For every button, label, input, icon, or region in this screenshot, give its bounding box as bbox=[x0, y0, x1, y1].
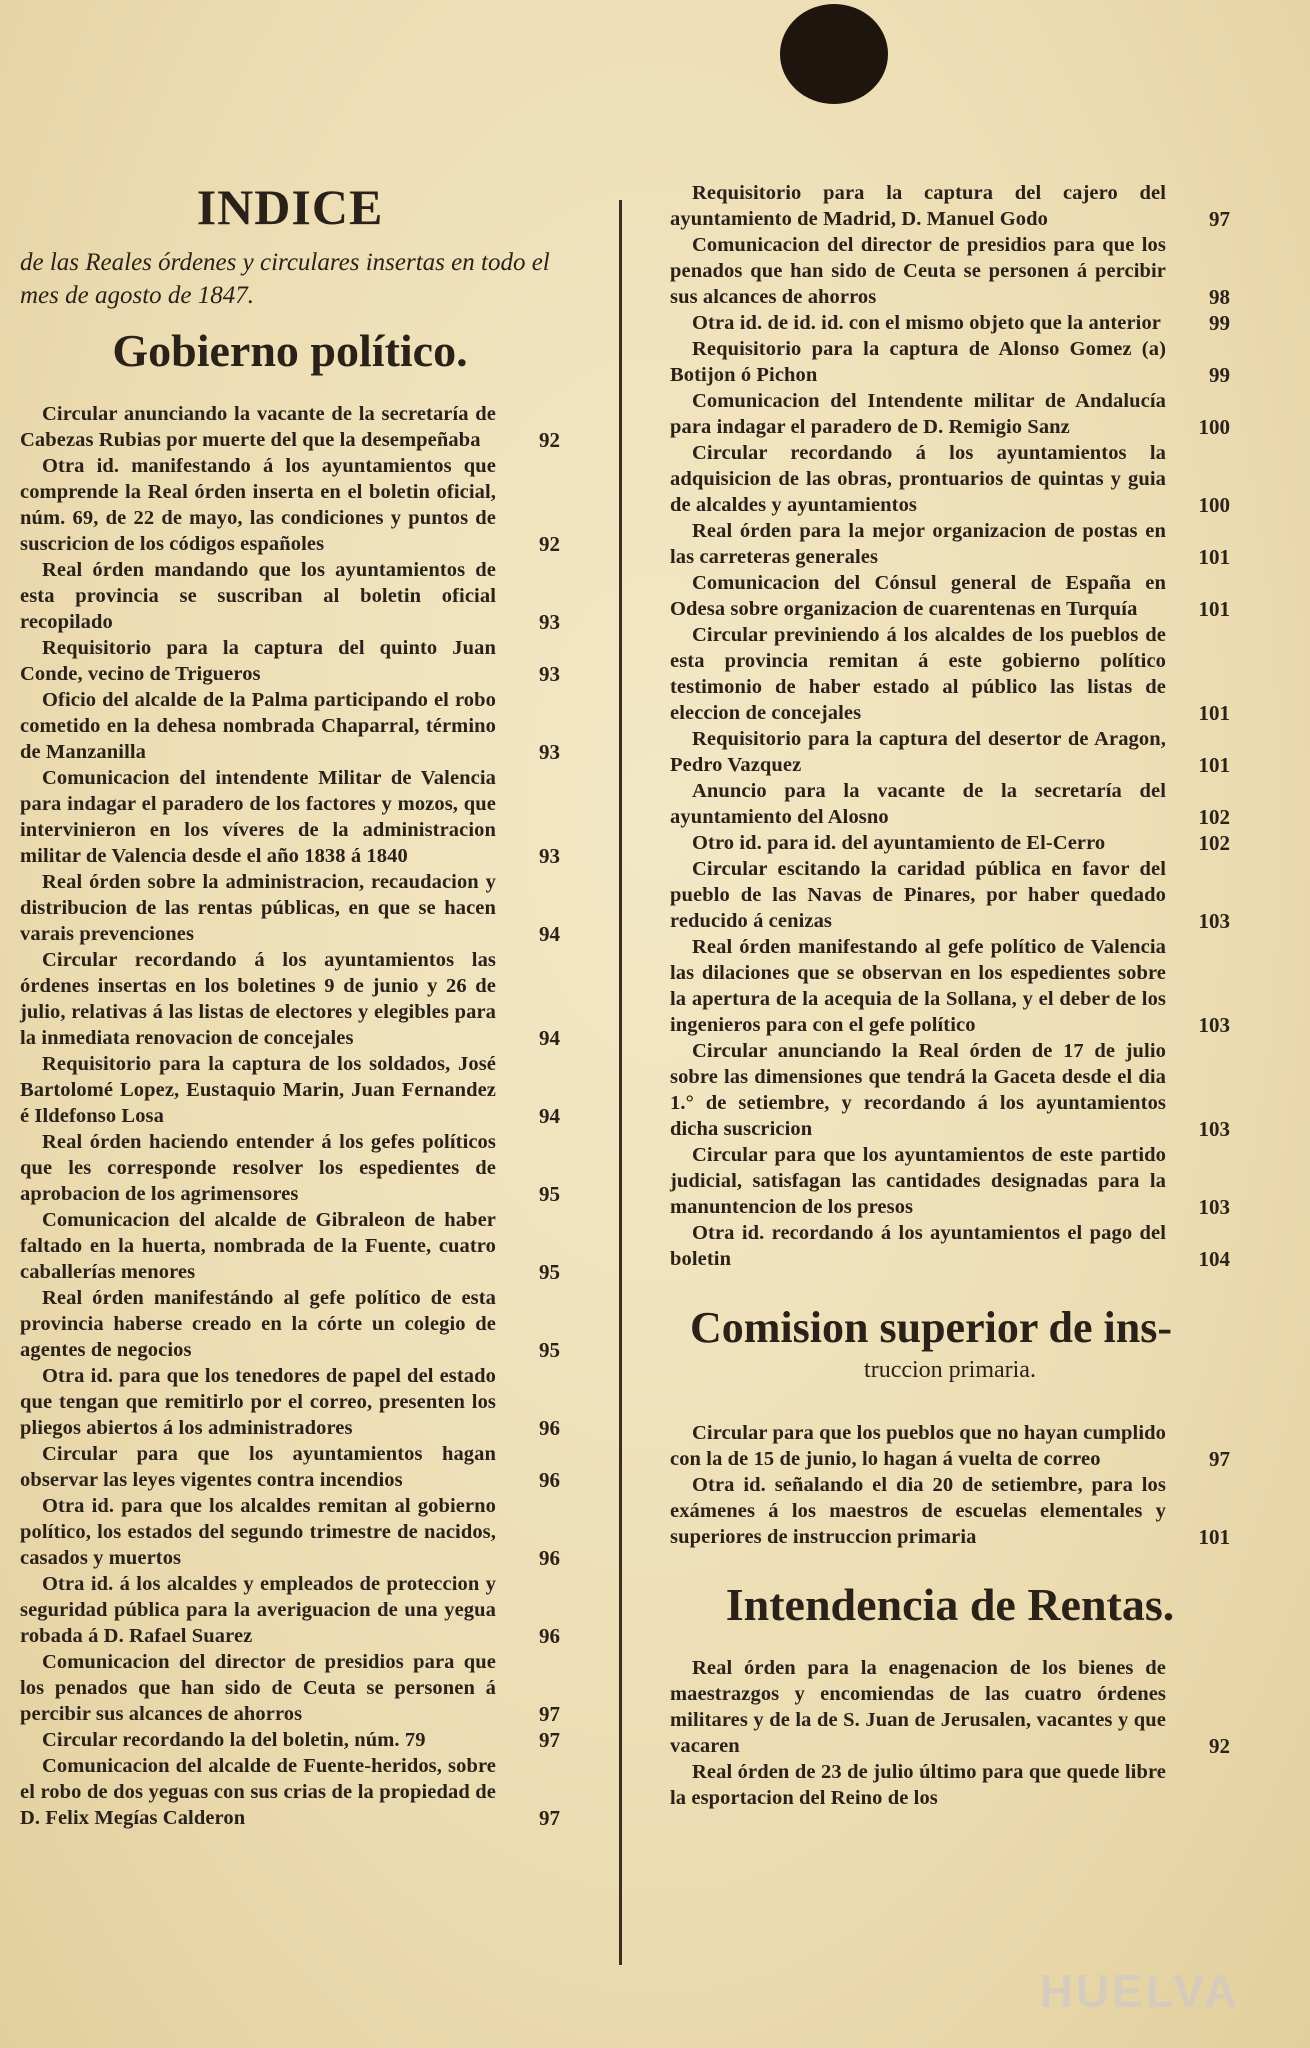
entry-page-number: 96 bbox=[539, 1416, 560, 1440]
entry-text: Otra id. para que los alcaldes remitan al gobierno político, los estados del segundo trimestre de nacidos, casados y muertos bbox=[20, 1495, 496, 1569]
entry-text: Otra id. manifestando á los ayuntamientos que comprende la Real órden inserta en el boletin oficial, núm. 69, de 22 de mayo, las condiciones y puntos de suscricion de los códigos españoles bbox=[20, 455, 496, 555]
entry-page-number: 101 bbox=[1198, 701, 1230, 725]
entry-page-number: 94 bbox=[539, 1104, 560, 1128]
entry-text: Anuncio para la vacante de la secretaría del ayuntamiento del Alosno bbox=[670, 780, 1166, 828]
entry-text: Comunicacion del director de presidios para que los penados que han sido de Ceuta se personen á percibir sus alcances de ahorros bbox=[670, 234, 1166, 308]
entry-page-number: 97 bbox=[1209, 207, 1230, 231]
index-entry bbox=[670, 1142, 1230, 1220]
entry-page-number: 101 bbox=[1198, 545, 1230, 569]
entry-text: Otra id. para que los tenedores de papel del estado que tengan que remitirlo por el correo, presenten los pliegos abiertos á los administradores bbox=[20, 1365, 496, 1439]
entry-text: Circular escitando la caridad pública en favor del pueblo de las Navas de Pinares, por haber quedado reducido á cenizas bbox=[670, 858, 1166, 932]
entry-text: Circular para que los pueblos que no hayan cumplido con la de 15 de junio, lo hagan á vuelta de correo bbox=[670, 1422, 1166, 1470]
entry-page-number: 103 bbox=[1198, 909, 1230, 933]
entry-page-number: 96 bbox=[539, 1468, 560, 1492]
index-entry bbox=[20, 1753, 560, 1831]
entry-text: Circular recordando á los ayuntamientos las órdenes insertas en los boletines 9 de junio y 26 de julio, relativas á las listas de electores y elegibles para la inmediata renovacion de concejales bbox=[20, 949, 496, 1049]
entry-text: Real órden sobre la administracion, recaudacion y distribucion de las rentas públicas, en que se hacen varais prevenciones bbox=[20, 871, 496, 945]
entry-page-number: 97 bbox=[1209, 1447, 1230, 1471]
index-entry bbox=[670, 726, 1230, 778]
entry-text: Comunicacion del director de presidios para que los penados que han sido de Ceuta se personen á percibir sus alcances de ahorros bbox=[20, 1651, 496, 1725]
entry-text: Requisitorio para la captura del desertor de Aragon, Pedro Vazquez bbox=[670, 728, 1166, 776]
entry-text: Circular previniendo á los alcaldes de los pueblos de esta provincia remitan á este gobierno político testimonio de haber estado al público las listas de eleccion de concejales bbox=[670, 624, 1166, 724]
entry-page-number: 95 bbox=[539, 1260, 560, 1284]
index-entry bbox=[670, 856, 1230, 934]
entry-text: Comunicacion del alcalde de Fuente-heridos, sobre el robo de dos yeguas con sus crias de la propiedad de D. Felix Megías Calderon bbox=[20, 1755, 496, 1829]
entry-page-number: 92 bbox=[539, 428, 560, 452]
entry-text: Circular recordando á los ayuntamientos la adquisicion de las obras, prontuarios de quintas y guia de alcaldes y ayuntamientos bbox=[670, 442, 1166, 516]
index-entry bbox=[670, 1472, 1230, 1550]
entry-page-number: 94 bbox=[539, 922, 560, 946]
index-entry bbox=[20, 453, 560, 557]
entry-page-number: 101 bbox=[1198, 597, 1230, 621]
entry-page-number: 93 bbox=[539, 740, 560, 764]
entry-text: Otro id. para id. del ayuntamiento de El-Cerro bbox=[692, 832, 1106, 854]
index-entry bbox=[670, 622, 1230, 726]
index-entry bbox=[670, 310, 1230, 336]
section-title-gobierno: Gobierno político. bbox=[112, 325, 468, 376]
index-entry bbox=[20, 401, 560, 453]
entry-text: Real órden haciendo entender á los gefes políticos que les corresponde resolver los espedientes de aprobacion de los agrimensores bbox=[20, 1131, 496, 1205]
index-entry bbox=[670, 934, 1230, 1038]
entry-text: Otra id. señalando el dia 20 de setiembre, para los exámenes á los maestros de escuelas elementales y superiores de instruccion primaria bbox=[670, 1474, 1166, 1548]
entry-list-right bbox=[670, 180, 1230, 1272]
entry-page-number: 102 bbox=[1198, 805, 1230, 829]
entry-page-number: 99 bbox=[1209, 311, 1230, 335]
entry-text: Real órden para la enagenacion de los bienes de maestrazgos y encomiendas de las cuatro órdenes militares y de la de S. Juan de Jerusalen, vacantes y que vacaren bbox=[670, 1657, 1166, 1757]
entry-text: Real órden manifestándo al gefe político de esta provincia haberse creado en la córte un colegio de agentes de negocios bbox=[20, 1287, 496, 1361]
index-entry bbox=[670, 180, 1230, 232]
index-entry bbox=[20, 1649, 560, 1727]
entry-text: Real órden mandando que los ayuntamientos de esta provincia se suscriban al boletin oficial recopilado bbox=[20, 559, 496, 633]
index-entry bbox=[20, 1285, 560, 1363]
index-entry bbox=[670, 1759, 1230, 1811]
left-column bbox=[20, 170, 560, 1831]
entry-text: Comunicacion del Cónsul general de España en Odesa sobre organizacion de cuarentenas en Turquía bbox=[670, 572, 1166, 620]
entry-text: Real órden manifestando al gefe político de Valencia las dilaciones que se observan en los espedientes sobre la apertura de la acequia de la Sollana, y el deber de los ingenieros para con el gefe político bbox=[670, 936, 1166, 1036]
index-entry bbox=[670, 518, 1230, 570]
entry-text: Circular anunciando la Real órden de 17 de julio sobre las dimensiones que tendrá la Gaceta desde el dia 1.° de setiembre, y recordando á los ayuntamientos dicha suscricion bbox=[670, 1040, 1166, 1140]
entry-text: Oficio del alcalde de la Palma participando el robo cometido en la dehesa nombrada Chaparral, término de Manzanilla bbox=[20, 689, 496, 763]
entry-page-number: 98 bbox=[1209, 285, 1230, 309]
index-entry bbox=[20, 635, 560, 687]
entry-page-number: 94 bbox=[539, 1026, 560, 1050]
entry-page-number: 97 bbox=[539, 1728, 560, 1752]
index-entry bbox=[20, 1727, 560, 1753]
index-entry bbox=[20, 1363, 560, 1441]
entry-text: Requisitorio para la captura de los soldados, José Bartolomé Lopez, Eustaquio Marin, Juan Fernandez é Ildefonso Losa bbox=[20, 1053, 496, 1127]
index-entry bbox=[670, 388, 1230, 440]
entry-page-number: 103 bbox=[1198, 1195, 1230, 1219]
index-entry bbox=[20, 557, 560, 635]
entry-page-number: 93 bbox=[539, 844, 560, 868]
entry-page-number: 104 bbox=[1198, 1247, 1230, 1271]
index-entry bbox=[670, 440, 1230, 518]
entry-page-number: 100 bbox=[1198, 415, 1230, 439]
index-subtitle: de las Reales órdenes y circulares insertas en todo el mes de agosto de 1847. bbox=[20, 249, 550, 309]
index-entry bbox=[20, 947, 560, 1051]
index-entry bbox=[670, 1655, 1230, 1759]
entry-page-number: 95 bbox=[539, 1338, 560, 1362]
index-entry bbox=[20, 1493, 560, 1571]
entry-text: Circular para que los ayuntamientos de este partido judicial, satisfagan las cantidades designadas para la manuntencion de los presos bbox=[670, 1144, 1166, 1218]
entry-text: Otra id. á los alcaldes y empleados de proteccion y seguridad pública para la averiguacion de una yegua robada á D. Rafael Suarez bbox=[20, 1573, 496, 1647]
paper-hole bbox=[780, 4, 888, 104]
index-entry bbox=[670, 232, 1230, 310]
section-title-intendencia: Intendencia de Rentas. bbox=[725, 1579, 1175, 1630]
entry-text: Comunicacion del alcalde de Gibraleon de haber faltado en la huerta, nombrada de la Fuente, cuatro caballerías menores bbox=[20, 1209, 496, 1283]
watermark: HUELVA bbox=[1039, 1965, 1240, 2017]
entry-page-number: 93 bbox=[539, 610, 560, 634]
index-entry bbox=[670, 336, 1230, 388]
entry-text: Circular recordando la del boletin, núm. 79 bbox=[42, 1729, 426, 1751]
right-column bbox=[670, 180, 1230, 1811]
entry-list-comision bbox=[670, 1420, 1230, 1550]
index-entry bbox=[670, 778, 1230, 830]
entry-page-number: 100 bbox=[1198, 493, 1230, 517]
entry-page-number: 96 bbox=[539, 1624, 560, 1648]
entry-page-number: 103 bbox=[1198, 1117, 1230, 1141]
index-entry bbox=[670, 1038, 1230, 1142]
entry-list-left bbox=[20, 401, 560, 1831]
entry-text: Requisitorio para la captura del quinto Juan Conde, vecino de Trigueros bbox=[20, 637, 496, 685]
entry-page-number: 101 bbox=[1198, 1525, 1230, 1549]
column-divider bbox=[619, 200, 622, 1965]
entry-text: Real órden para la mejor organizacion de postas en las carreteras generales bbox=[670, 520, 1166, 568]
entry-page-number: 92 bbox=[1209, 1734, 1230, 1758]
entry-page-number: 95 bbox=[539, 1182, 560, 1206]
entry-text: Real órden de 23 de julio último para que quede libre la esportacion del Reino de los bbox=[670, 1761, 1166, 1809]
section-subtitle-comision: truccion primaria. bbox=[864, 1357, 1036, 1383]
index-entry bbox=[20, 1571, 560, 1649]
entry-page-number: 92 bbox=[539, 532, 560, 556]
entry-page-number: 96 bbox=[539, 1546, 560, 1570]
index-entry bbox=[670, 570, 1230, 622]
entry-page-number: 101 bbox=[1198, 753, 1230, 777]
index-entry bbox=[670, 1420, 1230, 1472]
index-entry bbox=[20, 869, 560, 947]
entry-text: Comunicacion del Intendente militar de Andalucía para indagar el paradero de D. Remigio Sanz bbox=[670, 390, 1166, 438]
index-entry bbox=[20, 687, 560, 765]
entry-list-intendencia bbox=[670, 1655, 1230, 1811]
entry-page-number: 97 bbox=[539, 1702, 560, 1726]
entry-text: Otra id. de id. id. con el mismo objeto que la anterior bbox=[692, 312, 1162, 334]
entry-page-number: 99 bbox=[1209, 363, 1230, 387]
entry-text: Comunicacion del intendente Militar de Valencia para indagar el paradero de los factores y mozos, que intervinieron en los víveres de la administracion militar de Valencia desde el año 1838 á 1840 bbox=[20, 767, 496, 867]
entry-text: Circular para que los ayuntamientos hagan observar las leyes vigentes contra incendios bbox=[20, 1443, 496, 1491]
entry-text: Requisitorio para la captura del cajero del ayuntamiento de Madrid, D. Manuel Godo bbox=[670, 182, 1166, 230]
index-title: INDICE bbox=[196, 179, 384, 235]
entry-page-number: 93 bbox=[539, 662, 560, 686]
index-entry bbox=[20, 1129, 560, 1207]
section-title-comision: Comision superior de ins- bbox=[690, 1303, 1173, 1352]
index-entry bbox=[20, 1051, 560, 1129]
entry-page-number: 103 bbox=[1198, 1013, 1230, 1037]
entry-text: Otra id. recordando á los ayuntamientos el pago del boletin bbox=[670, 1222, 1166, 1270]
index-entry bbox=[670, 1220, 1230, 1272]
index-entry bbox=[20, 1441, 560, 1493]
index-entry bbox=[20, 765, 560, 869]
index-entry bbox=[20, 1207, 560, 1285]
entry-text: Requisitorio para la captura de Alonso Gomez (a) Botijon ó Pichon bbox=[670, 338, 1166, 386]
entry-page-number: 97 bbox=[539, 1806, 560, 1830]
entry-text: Circular anunciando la vacante de la secretaría de Cabezas Rubias por muerte del que la desempeñaba bbox=[20, 403, 496, 451]
entry-page-number: 102 bbox=[1198, 831, 1230, 855]
index-entry bbox=[670, 830, 1230, 856]
